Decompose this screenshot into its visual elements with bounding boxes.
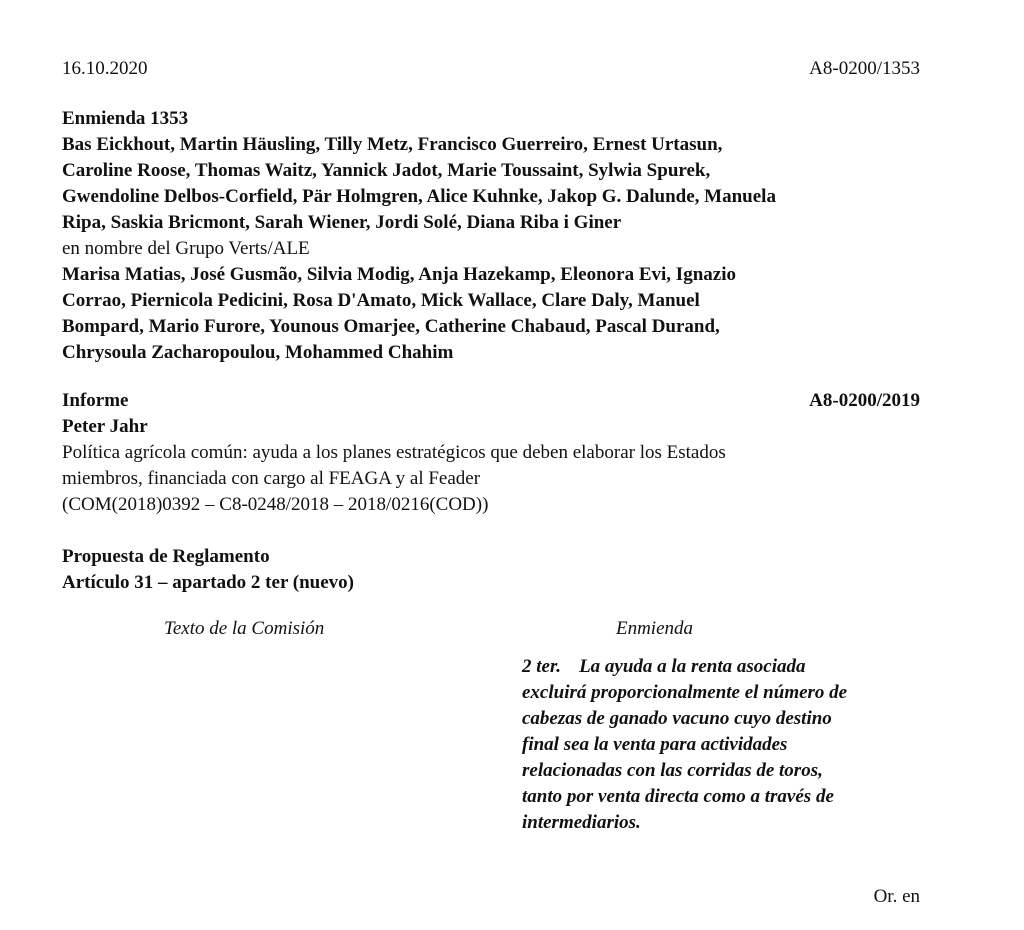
amendment-text-first: La ayuda a la renta asociada: [579, 656, 806, 677]
report-reference: A8-0200/2019: [809, 390, 920, 411]
report-description-line: miembros, financiada con cargo al FEAGA y al Feader: [62, 468, 481, 489]
amendment-text-line: excluirá proporcionalmente el número de: [522, 682, 848, 703]
proposal-title: Propuesta de Reglamento: [62, 546, 270, 567]
author-line: Marisa Matias, José Gusmão, Silvia Modig, Anja Hazekamp, Eleonora Evi, Ignazio: [62, 264, 736, 285]
proposal-article: Artículo 31 – apartado 2 ter (nuevo): [62, 572, 355, 593]
amendment-text-line: final sea la venta para actividades: [522, 734, 788, 755]
document-header: [62, 56, 920, 82]
author-line: Chrysoula Zacharopoulou, Mohammed Chahim: [62, 342, 454, 363]
report-description-line: Política agrícola común: ayuda a los planes estratégicos que deben elaborar los Estados: [62, 442, 726, 463]
commission-text-cell: [62, 654, 522, 836]
rapporteur: Peter Jahr: [62, 416, 148, 437]
amendment-text-cell: [522, 654, 914, 836]
amendment-text-line: relacionadas con las corridas de toros,: [522, 760, 823, 781]
group-note: en nombre del Grupo Verts/ALE: [62, 238, 310, 259]
amendment-header: Enmienda: [615, 618, 694, 639]
comparison-body: [62, 654, 920, 836]
author-line: Bas Eickhout, Martin Häusling, Tilly Metz, Francisco Guerreiro, Ernest Urtasun,: [62, 134, 723, 155]
document-reference: A8-0200/1353: [809, 58, 920, 79]
commission-text-header: Texto de la Comisión: [164, 618, 325, 639]
author-line: Caroline Roose, Thomas Waitz, Yannick Jadot, Marie Toussaint, Sylwia Spurek,: [62, 160, 711, 181]
original-language: Or. en: [873, 886, 920, 907]
amendment-text-line: [522, 654, 914, 680]
report-description-line: (COM(2018)0392 – C8-0248/2018 – 2018/0216(COD)): [62, 494, 489, 515]
amendment-text-line: tanto por venta directa como a través de: [522, 786, 834, 807]
author-line: Corrao, Piernicola Pedicini, Rosa D'Amato, Mick Wallace, Clare Daly, Manuel: [62, 290, 700, 311]
amendment-text-line: intermediarios.: [522, 812, 641, 833]
amendment-text-line: cabezas de ganado vacuno cuyo destino: [522, 708, 832, 729]
proposal-block: [62, 544, 920, 596]
amendment-block: [62, 106, 920, 366]
author-line: Gwendoline Delbos-Corfield, Pär Holmgren, Alice Kuhnke, Jakop G. Dalunde, Manuela: [62, 186, 776, 207]
comparison-header: [62, 616, 920, 642]
amendment-title: Enmienda 1353: [62, 108, 189, 129]
amendment-number: 2 ter.: [522, 656, 562, 677]
author-line: Bompard, Mario Furore, Younous Omarjee, Catherine Chabaud, Pascal Durand,: [62, 316, 720, 337]
document-page: [62, 56, 920, 836]
report-header: [62, 388, 920, 414]
author-line: Ripa, Saskia Bricmont, Sarah Wiener, Jordi Solé, Diana Riba i Giner: [62, 212, 622, 233]
document-date: 16.10.2020: [62, 58, 148, 79]
report-label: Informe: [62, 390, 129, 411]
report-block: [62, 388, 920, 518]
